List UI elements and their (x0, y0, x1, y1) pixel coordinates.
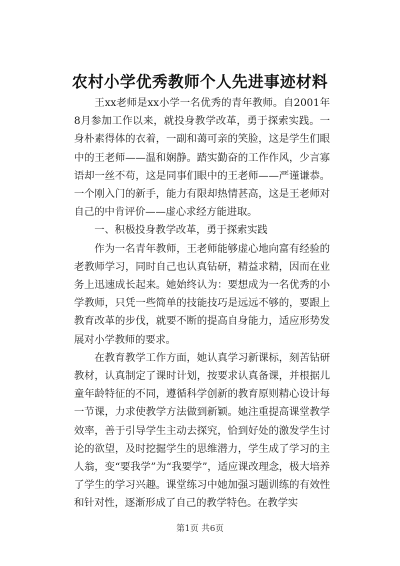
paragraph-intro: 王xx老师是xx小学一名优秀的青年教师。自2001年8月参加工作以来，就投身教学改革，勇于探索实践。一身朴素得体的衣着，一副和蔼可亲的笑脸，这是学生们眼中的王老师——温和娴静。踏实勤奋的工作作风，少言寡语却一丝不苟，这是同事们眼中的王老师——严谨谦恭。一个刚入门的新手，能力有限却热情甚高，这是王老师对自己的中肯评价——虚心求经方能进取。 (74, 98, 330, 219)
paragraph-teaching: 在教育教学工作方面，她认真学习新课标，刻苦钻研教材，认真制定了课时计划，按要求认真备课，并根据儿童年龄特征的不同，遵循科学创新的教育原则精心设计每一节课，力求使教学方法做到新颖。她注重提高课堂教学效率，善于引导学生主动去探究，恰到好处的激发学生讨论的欲望，及时挖掘学生的思维潜力，学生成了学习的主人翁，变“要我学”为“我要学”，适应课改理念，极大培养了学生的学习兴趣。课堂练习中她加强习题训练的有效性和针对性，逐渐形成了自己的教学特色。在教学实 (74, 352, 330, 510)
paragraph-learning: 作为一名青年教师，王老师能够虚心地向富有经验的老教师学习，同时自己也认真钻研，精益求精，因而在业务上迅速成长起来。她始终认为：要想成为一名优秀的小学教师，只凭一些简单的技能技巧是远远不够的，要跟上教育改革的步伐，就要不断的提高自身能力，适应形势发展对小学教师的要求。 (74, 243, 330, 346)
document-title: 农村小学优秀教师个人先进事迹材料 (71, 72, 328, 91)
document-body (74, 95, 330, 514)
section-heading: 一、积极投身教学改革，勇于探索实践 (94, 225, 268, 237)
page-number: 第1页 共6页 (176, 524, 224, 534)
